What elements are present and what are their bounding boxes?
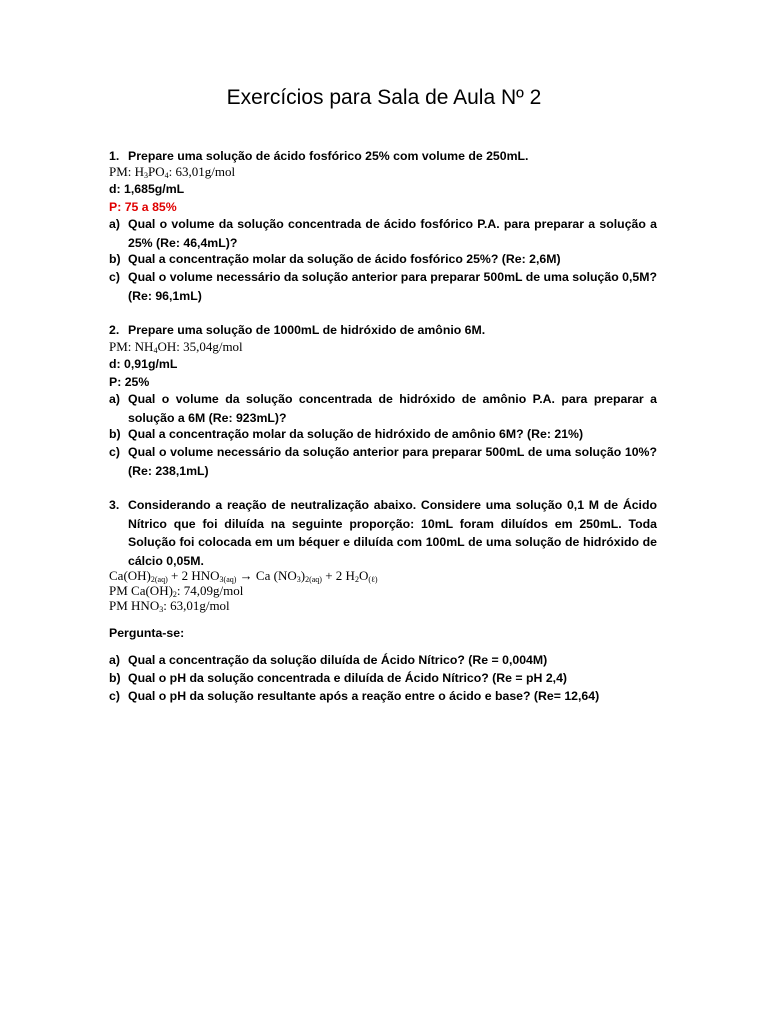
q1-purity: P: 75 a 85% [109, 200, 177, 214]
q1-item-c-mark: c) [109, 270, 120, 284]
q3-pm-hno3: PM $HNO_3$: 63,01g/mol [109, 598, 230, 614]
q3-statement: Considerando a reação de neutralização abaixo. Considere uma solução 0,1 M de Ácido Nítrico que foi diluída na seguinte proporção: 10mL foram diluídos em 250mL. Toda Solução foi colocada em um béquer e diluída com 100mL de uma solução de hidróxido de cálcio 0,05M. [128, 498, 657, 568]
q3-item-c-mark: c) [109, 689, 120, 703]
q2-item-c-mark: c) [109, 445, 120, 459]
q3-item-a-mark: a) [109, 653, 120, 667]
q3-equation: $Ca(OH)_{2(aq)} + 2$ $HNO_{3(aq)} \to Ca$ $(NO_3)_{2(aq)} + 2$ $H_2O_{(\ell)}$ [109, 568, 378, 584]
q2-density: d: 0,91g/mL [109, 357, 178, 371]
q3-pm-caoh2: PM $Ca(OH)_2$: 74,09g/mol [109, 583, 244, 599]
q3-item-b: Qual o pH da solução concentrada e diluída de Ácido Nítrico? (Re = pH 2,4) [128, 671, 568, 685]
q2-item-a-mark: a) [109, 392, 120, 406]
q2-number: 2. [109, 323, 120, 337]
q2-purity: P: 25% [109, 375, 150, 389]
q1-item-a-mark: a) [109, 217, 120, 231]
q2-item-c: Qual o volume necessário da solução anterior para preparar 500mL de uma solução 10%? (Re: 238,1mL) [128, 445, 657, 478]
q1-pm: PM: $H_3PO_4$: 63,01g/mol [109, 164, 236, 180]
q3-number: 3. [109, 498, 120, 512]
q2-item-a: Qual o volume da solução concentrada de hidróxido de amônio P.A. para preparar a solução a 6M (Re: 923mL)? [128, 392, 657, 425]
q2-item-b-mark: b) [109, 427, 121, 441]
q2-pm: PM: $NH_4OH$: 35,04g/mol [109, 339, 243, 355]
q1-density: d: 1,685g/mL [109, 182, 185, 196]
q3-item-b-mark: b) [109, 671, 121, 685]
page-title: Exercícios para Sala de Aula Nº 2 [226, 86, 542, 109]
q1-item-b-mark: b) [109, 252, 121, 266]
q3-item-c: Qual o pH da solução resultante após a reação entre o ácido e base? (Re= 12,64) [128, 689, 600, 703]
q1-item-c: Qual o volume necessário da solução anterior para preparar 500mL de uma solução 0,5M? (Re: 96,1mL) [128, 270, 657, 303]
q1-item-b: Qual a concentração molar da solução de ácido fosfórico 25%? (Re: 2,6M) [128, 252, 561, 266]
q3-item-a: Qual a concentração da solução diluída de Ácido Nítrico? (Re = 0,004M) [128, 653, 548, 667]
q3-ask-label: Pergunta-se: [109, 626, 185, 640]
q1-item-a: Qual o volume da solução concentrada de ácido fosfórico P.A. para preparar a solução a 25% (Re: 46,4mL)? [128, 217, 657, 250]
q1-statement: Prepare uma solução de ácido fosfórico 25% com volume de 250mL. [128, 149, 529, 163]
q2-statement: Prepare uma solução de 1000mL de hidróxido de amônio 6M. [128, 323, 486, 337]
q1-number: 1. [109, 149, 120, 163]
q2-item-b: Qual a concentração molar da solução de hidróxido de amônio 6M? (Re: 21%) [128, 427, 584, 441]
